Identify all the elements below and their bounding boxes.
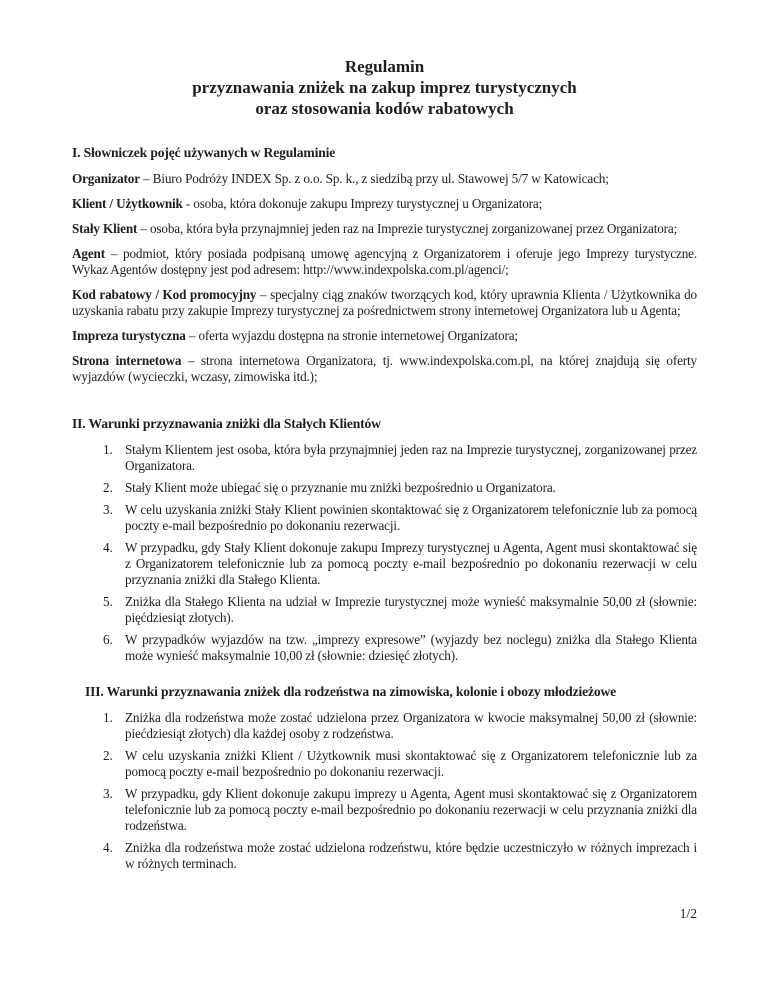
definition-term: Strona internetowa [72,353,182,368]
list-item-text: Zniżka dla rodzeństwa może zostać udzielona przez Organizatora w kwocie maksymalnej 50,00 zł (słownie: piećdziesiąt złotych) dla każdej osoby z rodzeństwa. [125,710,697,741]
definition-term: Agent [72,246,105,261]
definition-term: Klient / Użytkownik [72,196,183,211]
section-heading-iii: III. Warunki przyznawania zniżek dla rodzeństwa na zimowiska, kolonie i obozy młodzieżowe [85,684,617,699]
list-item [72,632,697,664]
list-item-text: W celu uzyskania zniżki Stały Klient powinien skontaktować się z Organizatorem telefonicznie lub za pomocą poczty e-mail bezpośrednio po dokonaniu rezerwacji. [125,502,697,533]
list-item-number: 2. [103,748,113,763]
list-item-text: W przypadku, gdy Stały Klient dokonuje zakupu Imprezy turystycznej u Agenta, Agent musi skontaktować się z Organizatorem telefonicznie lub za pomocą poczty e-mail bezpośrednio po dokonaniu rezerwacji w celu przyznania zniżki dla Stałego Klienta. [125,540,697,587]
definition-text: – osoba, która była przynajmniej jeden raz na Imprezie turystycznej zorganizowanej przez Organizatora; [137,221,678,236]
definition-text: – Biuro Podróży INDEX Sp. z o.o. Sp. k., z siedzibą przy ul. Stawowej 5/7 w Katowicach; [139,171,609,186]
title-line-2: przyznawania zniżek na zakup imprez turystycznych [192,78,577,97]
list-item-text: W przypadków wyjazdów na tzw. „imprezy expresowe” (wyjazdy bez noclegu) zniżka dla Stałego Klienta może wynieść maksymalnie 10,00 zł (słownie: dziesięć złotych). [125,632,697,663]
section-ii-list [72,442,697,664]
list-item [72,540,697,588]
definition-text: – oferta wyjazdu dostępna na stronie internetowej Organizatora; [185,328,518,343]
definition-term: Kod rabatowy / Kod promocyjny [72,287,257,302]
list-item-number: 1. [103,710,113,725]
list-item-number: 2. [103,480,113,495]
list-item-number: 3. [103,786,113,801]
section-heading-i: I. Słowniczek pojęć używanych w Regulaminie [72,145,336,160]
definition-strona [72,353,697,385]
list-item-text: Stałym Klientem jest osoba, która była przynajmniej jeden raz na Imprezie turystycznej, zorganizowanej przez Organizatora. [125,442,697,473]
list-item [72,748,697,780]
list-item [72,786,697,834]
list-item-number: 3. [103,502,113,517]
list-item-number: 6. [103,632,113,647]
list-item-text: Zniżka dla Stałego Klienta na udział w Imprezie turystycznej może wynieść maksymalnie 50,00 zł (słownie: pięćdziesiąt złotych). [125,594,697,625]
list-item-text: W przypadku, gdy Klient dokonuje zakupu imprezy u Agenta, Agent musi skontaktować się z Organizatorem telefonicznie lub za pomocą poczty e-mail bezpośrednio po dokonaniu rezerwacji w celu przyznania zniżki dla rodzeństwa. [125,786,697,833]
list-item [72,710,697,742]
definition-staly-klient [72,221,697,237]
definition-text: – podmiot, który posiada podpisaną umowę agencyjną z Organizatorem i oferuje jego Imprezy turystyczne. Wykaz Agentów dostępny jest pod adresem: http://www.indexpolska.com.pl/agenci/; [72,246,697,277]
title-line-1: Regulamin [344,57,425,76]
list-item [72,594,697,626]
definition-impreza [72,328,697,344]
section-heading-ii: II. Warunki przyznawania zniżki dla Stałych Klientów [72,416,381,431]
title-line-3: oraz stosowania kodów rabatowych [255,99,514,118]
list-item-number: 4. [103,840,113,855]
list-item-text: Stały Klient może ubiegać się o przyznanie mu zniżki bezpośrednio u Organizatora. [125,480,556,495]
definition-term: Stały Klient [72,221,138,236]
list-item-text: Zniżka dla rodzeństwa może zostać udzielona rodzeństwu, które będzie uczestniczyło w różnych imprezach i w różnych terminach. [125,840,697,871]
list-item-number: 1. [103,442,113,457]
definition-text: – specjalny ciąg znaków tworzących kod, który uprawnia Klienta / Użytkownika do uzyskania rabatu przy zakupie Imprezy turystycznej za pośrednictwem strony internetowej Organizatora lub u Agenta; [72,287,697,318]
definition-text: – strona internetowa Organizatora, tj. www.indexpolska.com.pl, na której znajdują się oferty wyjazdów (wycieczki, wczasy, zimowiska itd.); [72,353,697,384]
list-item-text: W celu uzyskania zniżki Klient / Użytkownik musi skontaktować się z Organizatorem telefonicznie lub za pomocą poczty e-mail bezpośrednio po dokonaniu rezerwacji. [125,748,697,779]
section-iii-list [72,710,697,872]
list-item [72,480,697,496]
list-item [72,442,697,474]
definition-term: Organizator [72,171,140,186]
page-number: 1/2 [679,906,697,921]
list-item [72,502,697,534]
definition-agent [72,246,697,278]
document-title [72,56,697,119]
definition-text: - osoba, która dokonuje zakupu Imprezy turystycznej u Organizatora; [182,196,543,211]
definition-kod-rabatowy [72,287,697,319]
list-item-number: 4. [103,540,113,555]
list-item-number: 5. [103,594,113,609]
definition-organizator [72,171,697,187]
list-item [72,840,697,872]
definition-term: Impreza turystyczna [72,328,186,343]
definition-klient [72,196,697,212]
